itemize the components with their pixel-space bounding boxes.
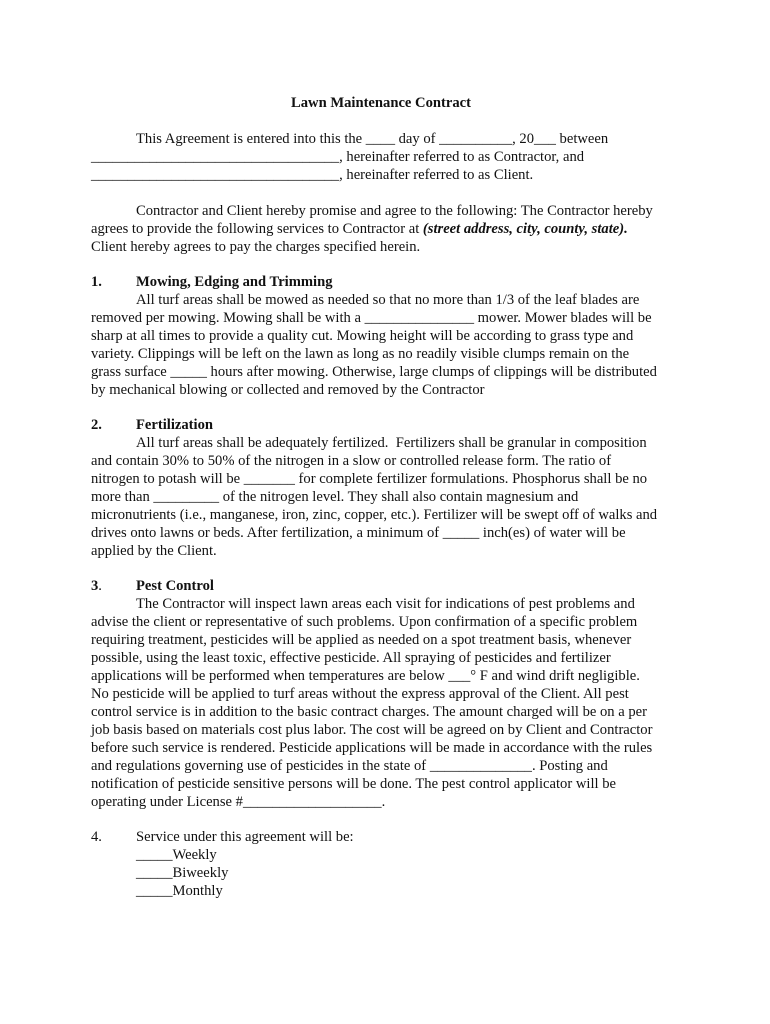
section-2-line: more than _________ of the nitrogen level. They shall also contain magnesium and <box>91 489 579 505</box>
section-1-heading: Mowing, Edging and Trimming <box>136 274 333 290</box>
section-1-line: grass surface _____ hours after mowing. Otherwise, large clumps of clippings will be distributed <box>91 364 657 380</box>
section-3-number <box>91 577 102 595</box>
section-1-line: by mechanical blowing or collected and removed by the Contractor <box>91 382 485 398</box>
intro-line-3: __________________________________, hereinafter referred to as Client. <box>91 167 534 183</box>
agreement-line-2-start: agrees to provide the following services to Contractor at <box>91 221 423 237</box>
section-3-line: applications will be performed when temperatures are below ___° F and wind drift negligible. <box>91 668 640 684</box>
section-1-line: variety. Clippings will be left on the lawn as long as no readily visible clumps remain on the <box>91 346 630 362</box>
section-3-line: No pesticide will be applied to turf areas without the express approval of the Client. All pest <box>91 686 629 702</box>
section-3-number-digit: 3 <box>91 578 99 594</box>
section-1-line: removed per mowing. Mowing shall be with a _______________ mower. Mower blades will be <box>91 310 652 326</box>
section-2-heading: Fertilization <box>136 417 213 433</box>
agreement-line-2 <box>91 220 628 238</box>
agreement-line-3: Client hereby agrees to pay the charges specified herein. <box>91 239 421 255</box>
service-option-biweekly[interactable]: _____Biweekly <box>136 865 229 881</box>
section-1-number: 1. <box>91 274 102 290</box>
section-3-line: requiring treatment, pesticides will be applied as needed on a spot treatment basis, whenever <box>91 632 632 648</box>
section-2-line: nitrogen to potash will be _______ for complete fertilizer formulations. Phosphorus shall be no <box>91 471 648 487</box>
section-2-line: All turf areas shall be adequately fertilized. Fertilizers shall be granular in composition <box>136 435 647 451</box>
section-2-line: applied by the Client. <box>91 543 217 559</box>
intro-line-1: This Agreement is entered into this the ____ day of __________, 20___ between <box>136 131 609 147</box>
section-3-line: notification of pesticide sensitive persons will be done. The pest control applicator will be <box>91 776 616 792</box>
intro-line-2: __________________________________, hereinafter referred to as Contractor, and <box>91 149 585 165</box>
section-2-line: micronutrients (i.e., manganese, iron, zinc, copper, etc.). Fertilizer will be swept off of walks and <box>91 507 658 523</box>
service-option-weekly[interactable]: _____Weekly <box>136 847 217 863</box>
section-3-line: The Contractor will inspect lawn areas each visit for indications of pest problems and <box>136 596 635 612</box>
agreement-line-1: Contractor and Client hereby promise and agree to the following: The Contractor hereby <box>136 203 653 219</box>
section-3-heading: Pest Control <box>136 578 214 594</box>
section-3-line: operating under License #___________________. <box>91 794 386 810</box>
service-option-monthly[interactable]: _____Monthly <box>136 883 223 899</box>
document-title: Lawn Maintenance Contract <box>291 95 471 111</box>
section-1-line: sharp at all times to provide a quality cut. Mowing height will be according to grass type and <box>91 328 634 344</box>
section-3-number-dot: . <box>98 578 102 594</box>
address-placeholder: (street address, city, county, state). <box>422 221 628 237</box>
section-3-line: job basis based on materials cost plus labor. The cost will be agreed on by Client and Contractor <box>91 722 653 738</box>
section-4-heading: Service under this agreement will be: <box>136 829 354 845</box>
section-2-line: and contain 30% to 50% of the nitrogen in a slow or controlled release form. The ratio of <box>91 453 612 469</box>
section-3-line: and regulations governing use of pesticides in the state of ______________. Posting and <box>91 758 608 774</box>
section-4-number: 4. <box>91 829 102 845</box>
section-3-line: possible, using the least toxic, effective pesticide. All spraying of pesticides and fertilizer <box>91 650 611 666</box>
section-3-line: advise the client or representative of such problems. Upon confirmation of a specific problem <box>91 614 638 630</box>
section-2-line: drives onto lawns or beds. After fertilization, a minimum of _____ inch(es) of water will be <box>91 525 626 541</box>
section-3-line: control service is in addition to the basic contract charges. The amount charged will be on a per <box>91 704 648 720</box>
section-1-line: All turf areas shall be mowed as needed so that no more than 1/3 of the leaf blades are <box>136 292 640 308</box>
section-2-number: 2. <box>91 417 102 433</box>
section-3-line: before such service is rendered. Pesticide applications will be made in accordance with the rules <box>91 740 653 756</box>
